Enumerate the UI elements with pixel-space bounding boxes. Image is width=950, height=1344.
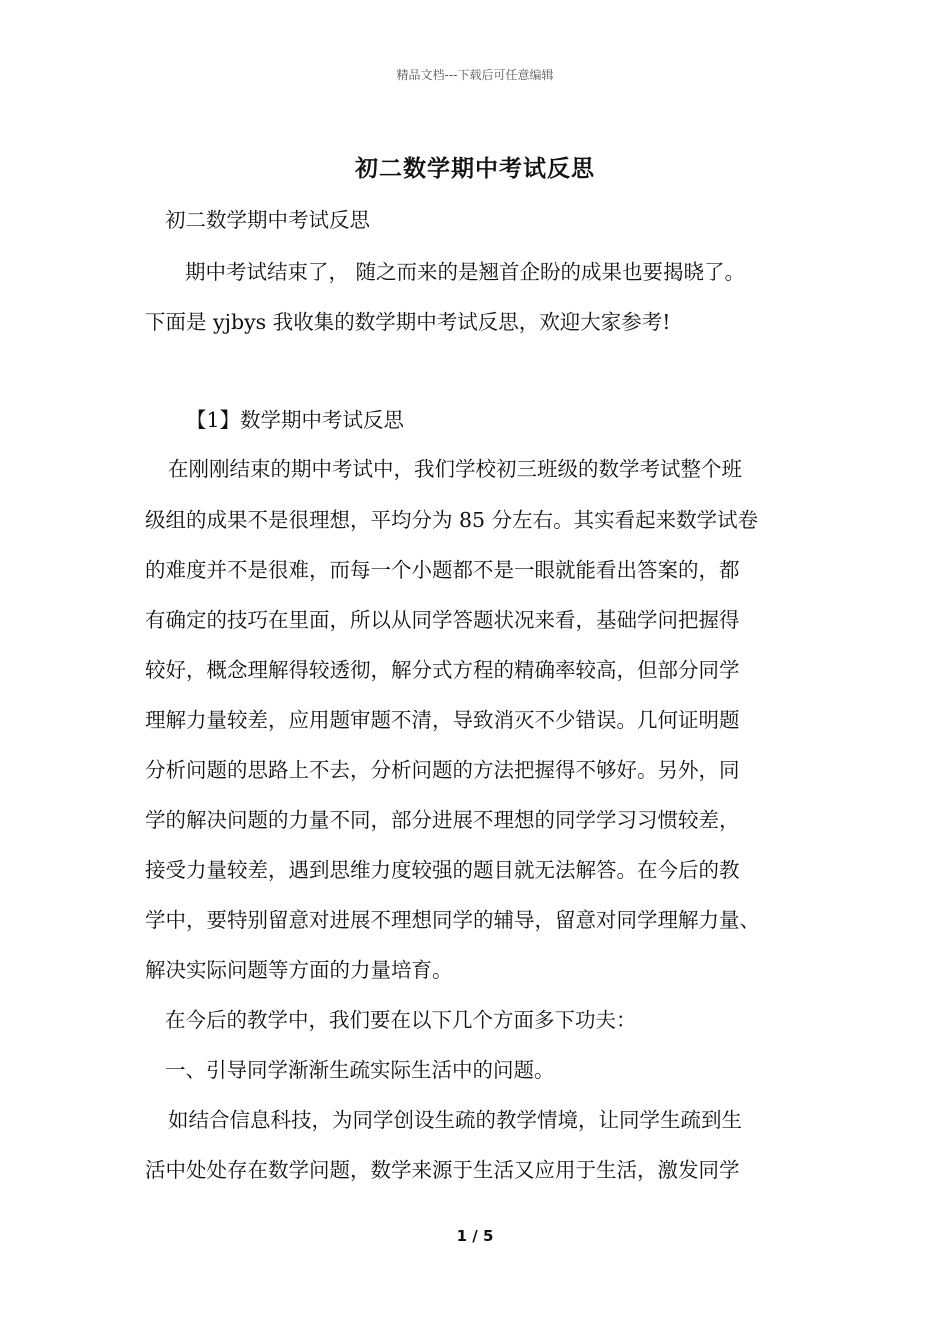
paragraph-line: 如结合信息科技，为同学创设生疏的教学情境，让同学生疏到生	[168, 1108, 742, 1132]
document-title: 初二数学期中考试反思	[355, 155, 595, 182]
paragraph-line: 学中，要特别留意对进展不理想同学的辅导，留意对同学理解力量、	[145, 908, 760, 932]
page-header: 精品文档---下载后可任意编辑	[396, 68, 554, 82]
paragraph-line: 级组的成果不是很理想，平均分为 85 分左右。其实看起来数学试卷	[145, 508, 759, 532]
paragraph-line: 较好，概念理解得较透彻，解分式方程的精确率较高，但部分同学	[145, 658, 740, 682]
paragraph-line: 在刚刚结束的期中考试中，我们学校初三班级的数学考试整个班	[168, 457, 742, 481]
paragraph-line: 活中处处存在数学问题，数学来源于生活又应用于生活，激发同学	[145, 1158, 740, 1182]
paragraph-line: 学的解决问题的力量不同，部分进展不理想的同学学习习惯较差，	[145, 808, 740, 832]
paragraph-line: 理解力量较差，应用题审题不清，导致消灭不少错误。几何证明题	[145, 708, 740, 732]
paragraph-line: 在今后的教学中，我们要在以下几个方面多下功夫：	[165, 1008, 637, 1032]
paragraph-line: 期中考试结束了， 随之而来的是翘首企盼的成果也要揭晓了。	[185, 260, 746, 284]
page-number: 1 / 5	[456, 1227, 494, 1245]
paragraph-line: 下面是 yjbys 我收集的数学期中考试反思，欢迎大家参考!	[145, 310, 671, 334]
paragraph-line: 分析问题的思路上不去，分析问题的方法把握得不够好。另外，同	[145, 758, 740, 782]
section-heading: 【1】数学期中考试反思	[186, 408, 405, 432]
paragraph-line: 接受力量较差，遇到思维力度较强的题目就无法解答。在今后的教	[145, 858, 740, 882]
list-item: 一、引导同学渐渐生疏实际生活中的问题。	[165, 1058, 555, 1082]
paragraph-line: 解决实际问题等方面的力量培育。	[145, 958, 453, 982]
subtitle-line: 初二数学期中考试反思	[165, 208, 370, 232]
paragraph-line: 有确定的技巧在里面，所以从同学答题状况来看，基础学问把握得	[145, 608, 740, 632]
paragraph-line: 的难度并不是很难，而每一个小题都不是一眼就能看出答案的，都	[145, 558, 740, 582]
